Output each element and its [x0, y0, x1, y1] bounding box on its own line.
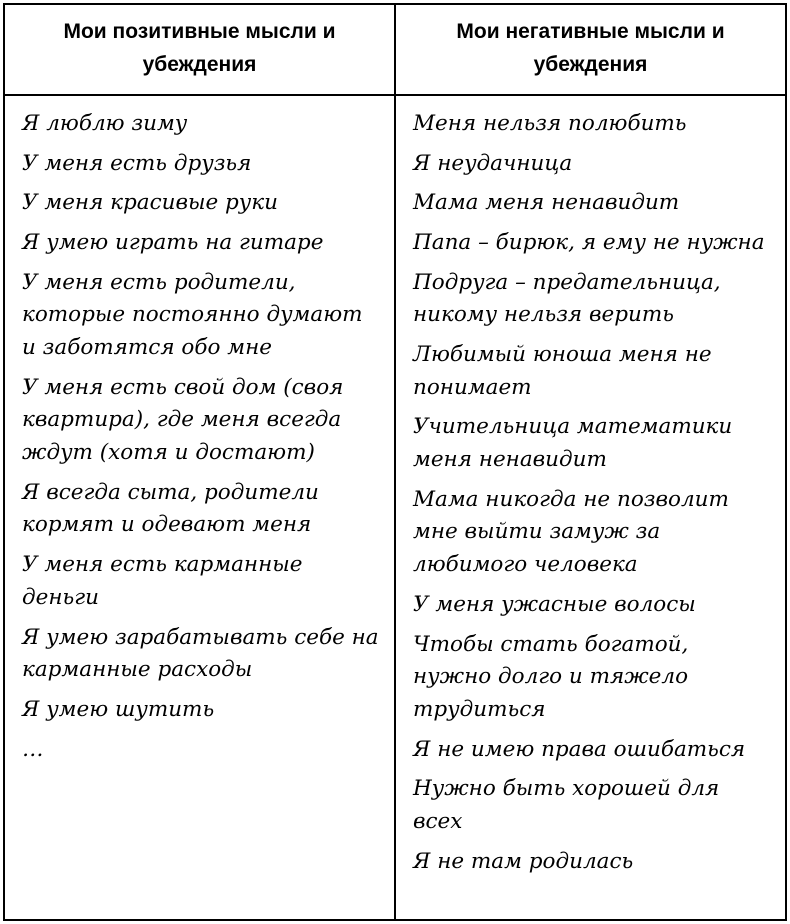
- thought-item: У меня ужасные волосы: [413, 591, 696, 617]
- negative-column-header: Мои негативные мысли и убеждения: [395, 4, 786, 95]
- header-row: [4, 4, 786, 95]
- thought-item: Я умею играть на гитаре: [22, 230, 324, 256]
- thought-item: Я люблю зиму: [22, 111, 188, 137]
- thought-item: Любимый юноша меня не понимает: [413, 342, 712, 400]
- thought-item: Меня нельзя полюбить: [413, 111, 687, 137]
- negative-column-cell: [395, 95, 786, 920]
- thought-item: Я всегда сыта, родители кормят и одевают меня: [22, 479, 319, 538]
- thought-item: Я неудачница: [413, 150, 573, 176]
- thought-item: У меня есть свой дом (своя квартира), где меня всегда ждут (хотя и достают): [22, 374, 344, 466]
- thought-item: Нужно быть хорошей для всех: [413, 776, 720, 834]
- thought-item: Подруга – предательница, никому нельзя верить: [413, 269, 721, 328]
- thought-item: Мама меня ненавидит: [413, 190, 680, 216]
- thought-item: Я не там родилась: [413, 848, 634, 874]
- thought-item: Папа – бирюк, я ему не нужна: [413, 230, 765, 256]
- thought-item: У меня есть друзья: [22, 150, 252, 176]
- thoughts-table: [3, 3, 787, 921]
- thought-item: У меня есть карманные деньги: [22, 552, 303, 610]
- thought-item: Я умею зарабатывать себе на карманные расходы: [22, 624, 379, 683]
- thought-item: Учительница математики меня ненавидит: [413, 414, 733, 473]
- thought-item: Чтобы стать богатой, нужно долго и тяжело трудиться: [413, 631, 689, 722]
- positive-column-cell: [4, 95, 395, 920]
- positive-thoughts-list: [22, 108, 380, 766]
- positive-column-header: Мои позитивные мысли и убеждения: [4, 4, 395, 95]
- negative-thoughts-list: [413, 108, 771, 878]
- thought-item: Я умею шутить: [22, 696, 215, 722]
- thought-item: У меня есть родители, которые постоянно думают и заботятся обо мне: [22, 269, 363, 361]
- thought-item: Мама никогда не позволит мне выйти замуж за любимого человека: [413, 486, 729, 578]
- thought-item: У меня красивые руки: [22, 190, 278, 216]
- thought-item: …: [22, 736, 44, 762]
- body-row: [4, 95, 786, 920]
- thought-item: Я не имею права ошибаться: [413, 736, 746, 762]
